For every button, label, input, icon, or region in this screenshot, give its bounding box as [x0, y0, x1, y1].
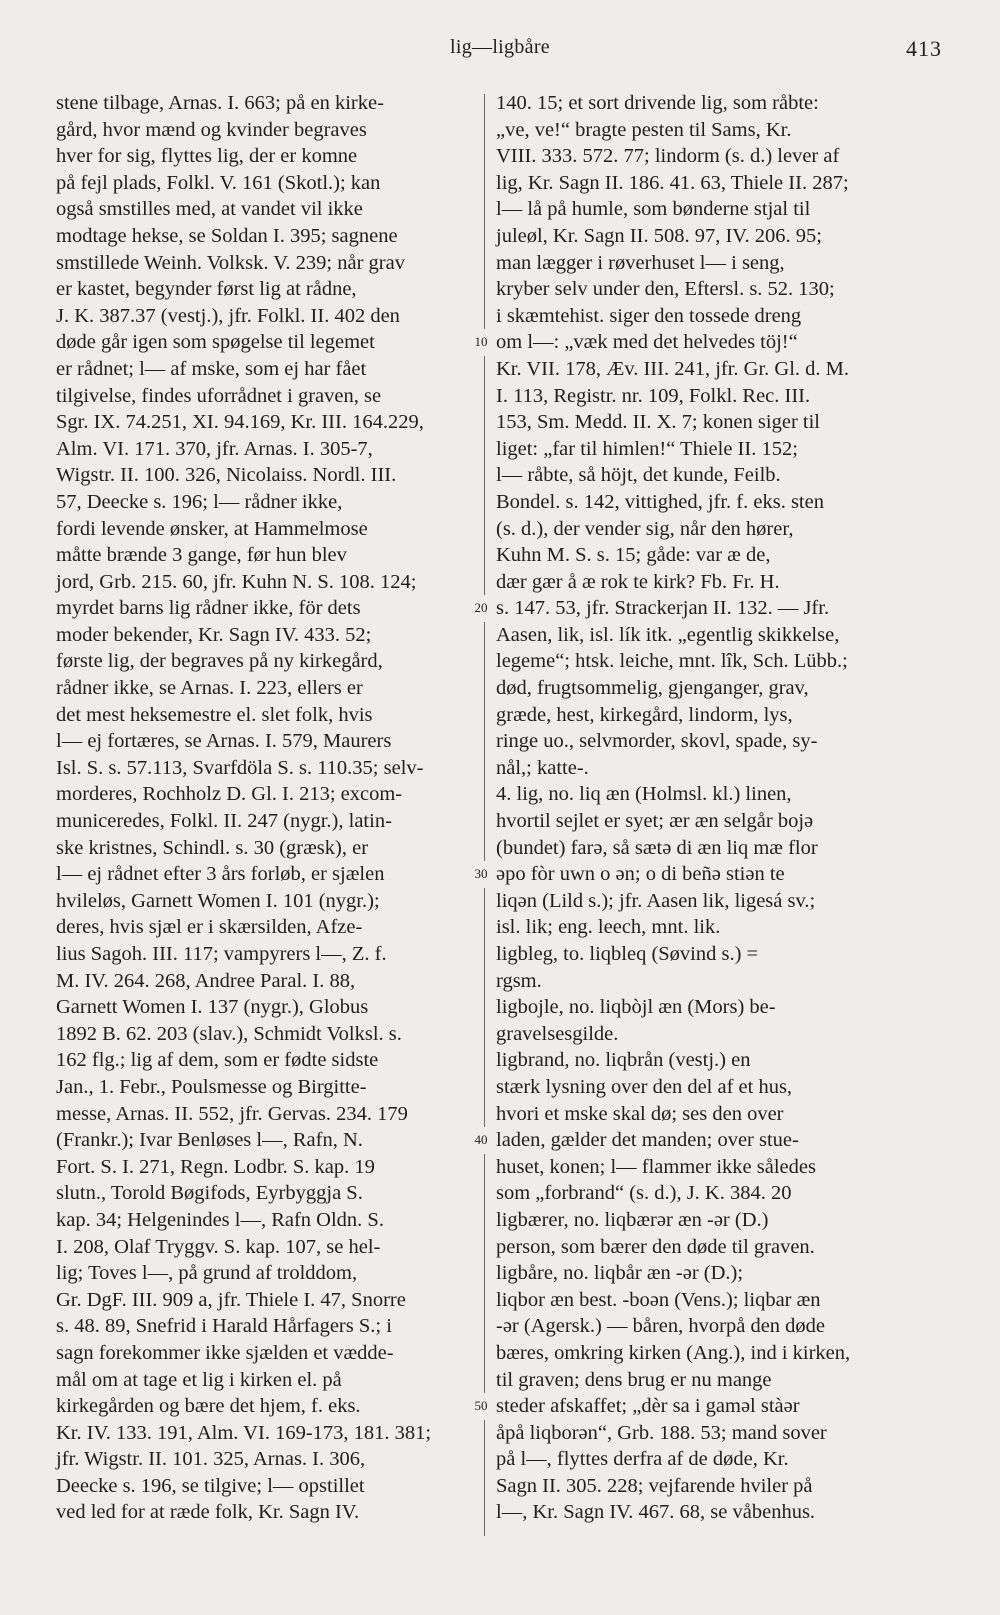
text-line: kryber selv under den, Eftersl. s. 52. 130;: [496, 278, 835, 301]
text-line: Gr. DgF. III. 909 a, jfr. Thiele I. 47, Snorre: [56, 1288, 406, 1311]
text-line: modtage hekse, se Soldan I. 395; sagnene: [56, 224, 398, 247]
text-line: ved led for at ræde folk, Kr. Sagn IV.: [56, 1501, 360, 1524]
text-line: (Frankr.); Ivar Benløses l—, Rafn, N.: [56, 1129, 363, 1152]
text-line: lig; Toves l—, på grund af trolddom,: [56, 1262, 358, 1285]
text-line: 4. lig, no. liq æn (Holmsl. kl.) linen,: [496, 783, 792, 806]
text-line: s. 48. 89, Snefrid i Harald Hårfagers S.; i: [56, 1315, 392, 1338]
text-line: rgsm.: [496, 969, 542, 992]
text-line: slutn., Torold Bøgifods, Eyrbyggja S.: [56, 1182, 363, 1205]
text-line: Kr. IV. 133. 191, Alm. VI. 169-173, 181. 381;: [56, 1421, 432, 1444]
text-line: „ve, ve!“ bragte pesten til Sams, Kr.: [496, 118, 792, 141]
text-line: hvileløs, Garnett Women I. 101 (nygr.);: [56, 889, 380, 912]
text-line: Wigstr. II. 100. 326, Nicolaiss. Nordl. III.: [56, 464, 397, 487]
page-header: [56, 36, 944, 66]
text-line: Jan., 1. Febr., Poulsmesse og Birgitte-: [56, 1075, 367, 1098]
text-line: l— råbte, så höjt, det kunde, Feilb.: [496, 464, 781, 487]
text-line: deres, hvis sjæl er i skærsilden, Afze-: [56, 916, 363, 939]
text-line: ligbåre, no. liqbår æn -ər (D.);: [496, 1262, 744, 1285]
text-line: død, frugtsommelig, gjenganger, grav,: [496, 677, 809, 700]
text-line: døde går igen som spøgelse til legemet: [56, 331, 375, 354]
text-line: l— lå på humle, som bønderne stjal til: [496, 198, 811, 221]
text-line: steder afskaffet; „dèr sa i gaməl stàər: [496, 1395, 800, 1418]
line-number: 20: [470, 595, 492, 622]
text-line: 1892 B. 62. 203 (slav.), Schmidt Volksl. s.: [56, 1022, 402, 1045]
text-line: jfr. Wigstr. II. 101. 325, Arnas. I. 306,: [56, 1448, 366, 1471]
text-line: l— ej fortæres, se Arnas. I. 579, Maurers: [56, 730, 392, 753]
text-line: municeredes, Folkl. II. 247 (nygr.), latin-: [56, 810, 392, 833]
text-line: Bondel. s. 142, vittighed, jfr. f. eks. sten: [496, 490, 824, 513]
text-line: som „forbrand“ (s. d.), J. K. 384. 20: [496, 1182, 792, 1205]
text-line: ligbærer, no. liqbærər æn -ər (D.): [496, 1208, 769, 1231]
text-line: liget: „far til himlen!“ Thiele II. 152;: [496, 437, 798, 460]
text-line: -ər (Agersk.) — båren, hvorpå den døde: [496, 1315, 826, 1338]
text-line: Kr. VII. 178, Æv. III. 241, jfr. Gr. Gl. d. M.: [496, 357, 850, 380]
right-column: [496, 90, 916, 1526]
text-line: rådner ikke, se Arnas. I. 223, ellers er: [56, 677, 363, 700]
text-line: Sgr. IX. 74.251, XI. 94.169, Kr. III. 164.229,: [56, 411, 424, 434]
text-line: hvortil sejlet er syet; ær æn selgår bojə: [496, 810, 814, 833]
text-line: gård, hvor mænd og kvinder begraves: [56, 118, 367, 141]
text-line: s. 147. 53, jfr. Strackerjan II. 132. — Jfr.: [496, 597, 830, 620]
text-line: i skæmtehist. siger den tossede dreng: [496, 304, 802, 327]
text-line: til graven; dens brug er nu mange: [496, 1368, 772, 1391]
text-line: man lægger i røverhuset l— i seng,: [496, 251, 785, 274]
text-line: I. 113, Registr. nr. 109, Folkl. Rec. III.: [496, 384, 811, 407]
text-line: fordi levende ønsker, at Hammelmose: [56, 517, 368, 540]
running-head: lig—ligbåre: [450, 36, 550, 58]
text-line: 57, Deecke s. 196; l— rådner ikke,: [56, 490, 343, 513]
text-line: myrdet barns lig rådner ikke, för dets: [56, 597, 361, 620]
text-line: hvori et mske skal dø; ses den over: [496, 1102, 784, 1125]
text-line: mål om at tage et lig i kirken el. på: [56, 1368, 342, 1391]
text-line: Sagn II. 305. 228; vejfarende hviler på: [496, 1474, 813, 1497]
text-line: ringe uo., selvmorder, skovl, spade, sy-: [496, 730, 818, 753]
text-line: isl. lik; eng. leech, mnt. lik.: [496, 916, 721, 939]
text-line: J. K. 387.37 (vestj.), jfr. Folkl. II. 402 den: [56, 304, 400, 327]
left-column: [56, 90, 471, 1526]
text-line: person, som bærer den døde til graven.: [496, 1235, 815, 1258]
text-line: M. IV. 264. 268, Andree Paral. I. 88,: [56, 969, 356, 992]
line-number: 30: [470, 861, 492, 888]
text-line: Alm. VI. 171. 370, jfr. Arnas. I. 305-7,: [56, 437, 373, 460]
text-line: Kuhn M. S. s. 15; gåde: var æ de,: [496, 544, 771, 567]
text-line: (s. d.), der vender sig, når den hører,: [496, 517, 794, 540]
text-line: liqbor æn best. -boən (Vens.); liqbar æn: [496, 1288, 821, 1311]
text-line: første lig, der begraves på ny kirkegård,: [56, 650, 383, 673]
text-line: laden, gælder det manden; over stue-: [496, 1129, 799, 1152]
text-line: 162 flg.; lig af dem, som er fødte sidste: [56, 1049, 379, 1072]
text-line: jord, Grb. 215. 60, jfr. Kuhn N. S. 108. 124;: [56, 570, 417, 593]
text-line: kap. 34; Helgenindes l—, Rafn Oldn. S.: [56, 1208, 384, 1231]
text-line: hver for sig, flyttes lig, der er komne: [56, 145, 358, 168]
text-line: det mest heksemestre el. slet folk, hvis: [56, 703, 373, 726]
text-line: måtte brænde 3 gange, før hun blev: [56, 544, 347, 567]
text-line: 140. 15; et sort drivende lig, som råbte:: [496, 92, 819, 114]
text-line: stene tilbage, Arnas. I. 663; på en kirke-: [56, 92, 384, 114]
text-line: ligbleg, to. liqbleq (Søvind s.) =: [496, 943, 759, 965]
text-line: lig, Kr. Sagn II. 186. 41. 63, Thiele II. 287;: [496, 171, 849, 194]
line-number: 50: [470, 1393, 492, 1420]
text-line: bæres, omkring kirken (Ang.), ind i kirken,: [496, 1341, 851, 1364]
text-line: (bundet) farə, så sætə di æn liq mæ flor: [496, 836, 818, 859]
text-line: Deecke s. 196, se tilgive; l— opstillet: [56, 1474, 365, 1497]
text-line: Fort. S. I. 271, Regn. Lodbr. S. kap. 19: [56, 1155, 375, 1178]
text-line: ligbojle, no. liqbòjl æn (Mors) be-: [496, 996, 776, 1019]
text-line: messe, Arnas. II. 552, jfr. Gervas. 234. 179: [56, 1102, 408, 1125]
text-line: I. 208, Olaf Tryggv. S. kap. 107, se hel-: [56, 1235, 381, 1258]
text-line: l— ej rådnet efter 3 års forløb, er sjælen: [56, 863, 385, 886]
text-line: moder bekender, Kr. Sagn IV. 433. 52;: [56, 623, 372, 646]
text-line: ligbrand, no. liqbrån (vestj.) en: [496, 1049, 751, 1072]
text-line: stærk lysning over den del af et hus,: [496, 1075, 793, 1098]
text-line: juleøl, Kr. Sagn II. 508. 97, IV. 206. 95;: [496, 224, 822, 247]
text-line: på l—, flyttes derfra af de døde, Kr.: [496, 1448, 789, 1471]
text-line: gravelsesgilde.: [496, 1022, 619, 1045]
text-line: på fejl plads, Folkl. V. 161 (Skotl.); kan: [56, 171, 381, 194]
text-line: VIII. 333. 572. 77; lindorm (s. d.) lever af: [496, 145, 840, 168]
text-line: əpo fòr uwn o ən; o di beñə stiən te: [496, 863, 785, 886]
line-number: 10: [470, 329, 492, 356]
text-line: 153, Sm. Medd. II. X. 7; konen siger til: [496, 411, 820, 434]
page-number: 413: [906, 36, 942, 61]
text-line: smstillede Weinh. Volksk. V. 239; når grav: [56, 251, 405, 274]
text-line: Aasen, lik, isl. lík itk. „egentlig skikkelse,: [496, 623, 840, 646]
text-line: nål,; katte-.: [496, 756, 589, 779]
text-line: om l—: „væk med det helvedes töj!“: [496, 331, 798, 354]
text-line: tilgivelse, findes uforrådnet i graven, se: [56, 384, 382, 407]
text-line: åpå liqborən“, Grb. 188. 53; mand sover: [496, 1421, 827, 1444]
text-line: er rådnet; l— af mske, som ej har fået: [56, 357, 367, 380]
text-line: Isl. S. s. 57.113, Svarfdöla S. s. 110.35; selv-: [56, 756, 424, 779]
text-line: græde, hest, kirkegård, lindorm, lys,: [496, 703, 793, 726]
text-line: også smstilles med, at vandet vil ikke: [56, 198, 363, 221]
text-line: kirkegården og bære det hjem, f. eks.: [56, 1395, 361, 1418]
text-line: sagn forekommer ikke sjælden et vædde-: [56, 1341, 394, 1364]
text-line: morderes, Rochholz D. Gl. I. 213; excom-: [56, 783, 403, 806]
text-line: ske kristnes, Schindl. s. 30 (græsk), er: [56, 836, 369, 859]
text-line: l—, Kr. Sagn IV. 467. 68, se våbenhus.: [496, 1501, 816, 1524]
text-line: liqən (Lild s.); jfr. Aasen lik, ligesá sv.;: [496, 889, 816, 912]
text-line: lius Sagoh. III. 117; vampyrers l—, Z. f.: [56, 943, 387, 965]
line-number: 40: [470, 1127, 492, 1154]
text-line: Garnett Women I. 137 (nygr.), Globus: [56, 996, 369, 1019]
text-line: er kastet, begynder først lig at rådne,: [56, 278, 357, 301]
text-line: huset, konen; l— flammer ikke således: [496, 1155, 816, 1178]
text-line: dær gær å æ rok te kirk? Fb. Fr. H.: [496, 570, 780, 593]
text-line: legeme“; htsk. leiche, mnt. lîk, Sch. Lübb.;: [496, 650, 848, 673]
column-divider: [484, 94, 485, 1536]
